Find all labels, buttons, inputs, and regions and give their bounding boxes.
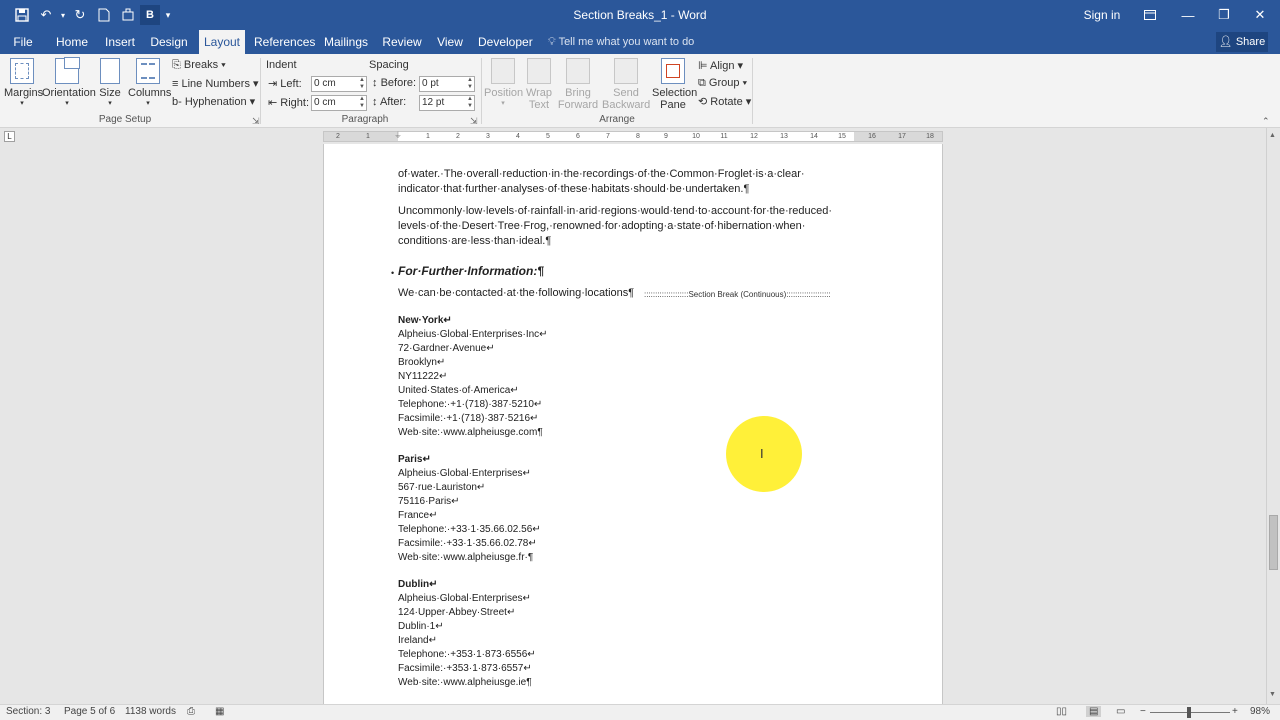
bullet-icon: • bbox=[391, 268, 395, 278]
breaks-label: Breaks bbox=[183, 59, 219, 71]
bring-forward-icon bbox=[566, 58, 590, 84]
spacing-before-value: 0 pt bbox=[422, 78, 439, 89]
collapse-ribbon-icon[interactable]: ⌃ bbox=[1262, 116, 1270, 126]
size-label: Size bbox=[99, 87, 121, 99]
body-line: Uncommonly·low·levels·of·rainfall·in·arid·regions·would·tend·to·account·for·the·reduced· bbox=[398, 205, 833, 217]
indent-marker-icon[interactable]: ⏚ bbox=[394, 131, 402, 140]
share-button[interactable] bbox=[1216, 32, 1268, 52]
page-setup-launcher-icon[interactable]: ⇲ bbox=[252, 116, 260, 126]
horizontal-ruler[interactable] bbox=[323, 131, 943, 142]
orientation-icon bbox=[55, 58, 79, 84]
indent-right-label bbox=[268, 96, 309, 109]
rotate-label: Rotate bbox=[710, 96, 743, 108]
rotate-button[interactable]: ⟲ Rotate ▾ bbox=[698, 96, 752, 108]
tell-me-search[interactable] bbox=[548, 30, 694, 54]
indent-right-input[interactable] bbox=[311, 95, 367, 111]
indent-left-text: Left: bbox=[280, 78, 302, 90]
spinner-arrows-icon[interactable]: ▲ ▼ bbox=[467, 77, 473, 90]
address-line: 72·Gardner·Avenue↵ bbox=[398, 343, 495, 354]
address-line: United·States·of·America↵ bbox=[398, 385, 519, 396]
body-line: levels·of·the·Desert·Tree·Frog,·renowned·for·adopting·a·state·of·hibernation·when· bbox=[398, 220, 806, 232]
indent-right-icon: ⇤ bbox=[268, 97, 281, 109]
spacing-before-label bbox=[372, 77, 416, 89]
ruler-tick: 12 bbox=[750, 133, 758, 140]
cursor-highlight bbox=[726, 416, 802, 492]
address-line: NY11222↵ bbox=[398, 371, 448, 382]
undo-dropdown-icon[interactable]: ▾ bbox=[60, 10, 65, 20]
group-divider bbox=[260, 58, 261, 124]
send-backward-icon bbox=[614, 58, 638, 84]
body-line: indicator·that·further·analyses·of·these·habitats·should·be·undertaken.¶ bbox=[398, 183, 750, 195]
read-mode-icon[interactable]: ▯▯ bbox=[1056, 706, 1068, 717]
send-label-2: Backward bbox=[602, 99, 651, 111]
orientation-button[interactable] bbox=[42, 58, 96, 107]
scroll-thumb[interactable] bbox=[1269, 515, 1278, 570]
tab-selector-icon[interactable]: L bbox=[4, 131, 15, 142]
web-layout-icon[interactable]: ▭ bbox=[1116, 706, 1126, 717]
ruler-tick: 5 bbox=[546, 133, 550, 140]
group-divider bbox=[752, 58, 753, 124]
macro-recording-icon[interactable]: ▦ bbox=[215, 706, 225, 717]
indent-label: Indent bbox=[266, 59, 297, 71]
ruler-tick: 8 bbox=[636, 133, 640, 140]
spacing-after-icon: ↕ bbox=[372, 96, 380, 108]
address-line: 75116·Paris↵ bbox=[398, 496, 460, 507]
address-line: Telephone:·+33·1·35.66.02.56↵ bbox=[398, 524, 541, 535]
ruler-tick: 9 bbox=[664, 133, 668, 140]
spacing-label: Spacing bbox=[369, 59, 409, 71]
scroll-up-icon[interactable]: ▲ bbox=[1269, 132, 1276, 139]
ruler-tick: 2 bbox=[336, 133, 340, 140]
new-document-icon[interactable] bbox=[92, 3, 116, 27]
ruler-tick: 18 bbox=[926, 133, 934, 140]
send-backward-button[interactable] bbox=[602, 58, 650, 111]
line-numbers-icon: ≡ bbox=[172, 78, 182, 90]
vertical-scrollbar[interactable] bbox=[1266, 128, 1280, 704]
spacing-before-icon: ↕ bbox=[372, 77, 381, 89]
tab-layout[interactable]: Layout bbox=[199, 30, 245, 55]
selection-label-1: Selection bbox=[652, 87, 698, 99]
address-line: Alpheius·Global·Enterprises·Inc↵ bbox=[398, 329, 548, 340]
tab-developer[interactable]: Developer bbox=[478, 35, 533, 49]
address-line: Ireland↵ bbox=[398, 635, 437, 646]
bold-button[interactable]: B bbox=[140, 5, 160, 25]
document-page[interactable] bbox=[323, 144, 943, 704]
address-line: Telephone:·+353·1·873·6556↵ bbox=[398, 649, 536, 660]
size-icon bbox=[100, 58, 120, 84]
orientation-label: Orientation bbox=[42, 87, 96, 99]
page-setup-group-label: Page Setup bbox=[98, 114, 152, 125]
spacing-after-text: After: bbox=[379, 96, 407, 108]
bring-forward-button[interactable] bbox=[556, 58, 600, 111]
ribbon-layout bbox=[0, 54, 1280, 128]
ruler-tick: 7 bbox=[606, 133, 610, 140]
rotate-icon: ⟲ bbox=[698, 96, 711, 108]
group-divider bbox=[481, 58, 482, 124]
sign-in-link[interactable]: Sign in bbox=[1083, 8, 1121, 22]
zoom-slider-thumb[interactable] bbox=[1187, 707, 1191, 718]
status-bar bbox=[0, 704, 1280, 720]
address-line: Facsimile:·+1·(718)·387·5216↵ bbox=[398, 413, 539, 424]
tab-home[interactable]: Home bbox=[55, 35, 88, 49]
margins-dropdown-icon: ▾ bbox=[20, 100, 24, 107]
ruler-tick: 6 bbox=[576, 133, 580, 140]
touch-mode-icon[interactable] bbox=[116, 3, 140, 27]
customize-qat-icon[interactable]: ▾ bbox=[165, 9, 171, 20]
tab-insert[interactable]: Insert bbox=[104, 35, 135, 49]
margins-label: Margins bbox=[4, 87, 44, 99]
selection-pane-icon bbox=[661, 58, 685, 84]
ruler-tick: 1 bbox=[426, 133, 430, 140]
indent-right-value: 0 cm bbox=[314, 97, 336, 108]
indent-left-label bbox=[268, 77, 302, 90]
align-button[interactable]: ⊫ Align ▾ bbox=[698, 60, 744, 72]
address-line: Alpheius·Global·Enterprises↵ bbox=[398, 593, 531, 604]
address-line: France↵ bbox=[398, 510, 438, 521]
document-title: Section Breaks_1 - Word bbox=[573, 8, 707, 22]
tab-view[interactable]: View bbox=[437, 35, 463, 49]
line-numbers-button[interactable]: ≡ Line Numbers ▾ bbox=[172, 78, 259, 90]
ruler-tick: 17 bbox=[898, 133, 906, 140]
ruler-tick: 10 bbox=[692, 133, 700, 140]
position-icon bbox=[491, 58, 515, 84]
bring-label-1: Bring bbox=[565, 87, 591, 99]
tab-review[interactable]: Review bbox=[382, 35, 422, 49]
indent-left-input[interactable] bbox=[311, 76, 367, 92]
indent-left-value: 0 cm bbox=[314, 78, 336, 89]
address-line: 567·rue·Lauriston↵ bbox=[398, 482, 486, 493]
spinner-arrows-icon[interactable]: ▲ ▼ bbox=[467, 96, 473, 109]
spacing-after-label bbox=[372, 96, 406, 108]
indent-left-icon: ⇥ bbox=[268, 78, 281, 90]
position-button[interactable] bbox=[484, 58, 522, 107]
lightbulb-icon: 💡︎ bbox=[548, 36, 559, 48]
spacing-before-input[interactable] bbox=[419, 76, 475, 92]
ruler-tick: 3 bbox=[486, 133, 490, 140]
address-line: Dublin·1↵ bbox=[398, 621, 444, 632]
size-dropdown-icon: ▾ bbox=[108, 100, 112, 107]
section-break-marker: ::::::::::::::::::::Section Break (Continuous):::::::::::::::::::: bbox=[644, 290, 831, 299]
address-line: Web·site:·www.alpheiusge.fr·¶ bbox=[398, 552, 534, 563]
ruler-tick: 1 bbox=[366, 133, 370, 140]
ruler-tick: 13 bbox=[780, 133, 788, 140]
spacing-before-text: Before: bbox=[380, 77, 417, 89]
hyphenation-icon: b- bbox=[172, 96, 185, 108]
restore-icon[interactable]: ❐ bbox=[1218, 7, 1230, 22]
group-button[interactable]: ⧉ Group ▾ bbox=[698, 77, 748, 89]
selection-pane-button[interactable] bbox=[652, 58, 698, 111]
wrap-text-button[interactable] bbox=[524, 58, 554, 111]
orientation-dropdown-icon: ▾ bbox=[65, 100, 69, 107]
align-icon: ⊫ bbox=[698, 60, 711, 72]
person-icon: 👤︎ bbox=[1218, 36, 1236, 48]
body-line: of·water.·The·overall·reduction·in·the·recordings·of·the·Common·Froglet·is·a·clear· bbox=[398, 168, 805, 180]
ruler-tick: 15 bbox=[838, 133, 846, 140]
zoom-in-icon[interactable]: + bbox=[1232, 706, 1238, 717]
address-line: Web·site:·www.alpheiusge.com¶ bbox=[398, 427, 543, 438]
position-dropdown-icon: ▾ bbox=[501, 100, 505, 107]
body-line: conditions·are·less·than·ideal.¶ bbox=[398, 235, 552, 247]
ruler-tick: 14 bbox=[810, 133, 818, 140]
zoom-out-icon[interactable]: − bbox=[1140, 706, 1146, 717]
word-count[interactable]: 1138 words bbox=[125, 706, 176, 717]
spacing-after-input[interactable] bbox=[419, 95, 475, 111]
office-name: Dublin↵ bbox=[398, 579, 438, 590]
undo-icon[interactable]: ↶ bbox=[40, 7, 52, 22]
ribbon-tabs bbox=[0, 30, 1280, 54]
save-icon[interactable] bbox=[10, 3, 34, 27]
send-label-1: Send bbox=[613, 87, 639, 99]
minimize-icon[interactable]: — bbox=[1181, 7, 1195, 23]
quick-access-toolbar bbox=[10, 0, 176, 30]
columns-icon bbox=[136, 58, 160, 84]
body-line: We·can·be·contacted·at·the·following·locations¶ bbox=[398, 287, 635, 299]
line-numbers-label: Line Numbers bbox=[181, 78, 250, 90]
tab-file[interactable]: File bbox=[13, 35, 33, 49]
share-label: Share bbox=[1235, 36, 1266, 48]
tab-mailings[interactable]: Mailings bbox=[323, 35, 368, 49]
text-cursor-icon: I bbox=[760, 446, 764, 461]
columns-dropdown-icon: ▾ bbox=[146, 100, 150, 107]
wrap-label-1: Wrap bbox=[525, 87, 553, 99]
wrap-text-icon bbox=[527, 58, 551, 84]
group-icon: ⧉ bbox=[698, 77, 709, 89]
columns-label: Columns bbox=[128, 87, 172, 99]
tab-design[interactable]: Design bbox=[150, 35, 188, 49]
align-label: Align bbox=[710, 60, 735, 72]
address-line: Brooklyn↵ bbox=[398, 357, 446, 368]
group-label: Group bbox=[708, 77, 740, 89]
selection-label-2: Pane bbox=[660, 99, 686, 111]
spinner-arrows-icon[interactable]: ▲ ▼ bbox=[359, 96, 365, 109]
arrange-group-label: Arrange bbox=[599, 114, 635, 125]
ruler-tick: 16 bbox=[868, 133, 876, 140]
section-heading: For·Further·Information:¶ bbox=[398, 264, 544, 278]
indent-right-text: Right: bbox=[280, 97, 310, 109]
scroll-down-icon[interactable]: ▼ bbox=[1269, 691, 1276, 698]
breaks-icon: ⎘ bbox=[172, 59, 184, 71]
bring-label-2: Forward bbox=[557, 99, 599, 111]
address-line: 124·Upper·Abbey·Street↵ bbox=[398, 607, 516, 618]
redo-icon[interactable]: ↻ bbox=[74, 7, 86, 22]
breaks-button[interactable]: ⎘ Breaks ▾ bbox=[172, 59, 226, 71]
address-line: Telephone:·+1·(718)·387·5210↵ bbox=[398, 399, 543, 410]
columns-button[interactable] bbox=[128, 58, 172, 107]
spinner-arrows-icon[interactable]: ▲ ▼ bbox=[359, 77, 365, 90]
position-label: Position bbox=[484, 87, 524, 99]
page-indicator[interactable]: Page 5 of 6 bbox=[64, 706, 116, 717]
ruler-row bbox=[0, 128, 1280, 144]
section-indicator[interactable]: Section: 3 bbox=[6, 706, 51, 717]
office-name: New·York↵ bbox=[398, 315, 452, 326]
ruler-tick: 2 bbox=[456, 133, 460, 140]
tab-references[interactable]: References bbox=[254, 35, 316, 49]
print-layout-icon[interactable]: ▤ bbox=[1086, 706, 1101, 717]
address-line: Facsimile:·+353·1·873·6557↵ bbox=[398, 663, 532, 674]
proofing-icon[interactable]: ⎙ bbox=[187, 706, 195, 717]
tell-me-label: Tell me what you want to do bbox=[558, 36, 695, 48]
ribbon-display-options-icon[interactable] bbox=[1132, 0, 1168, 30]
close-icon[interactable]: ✕ bbox=[1254, 7, 1266, 22]
zoom-level[interactable]: 98% bbox=[1250, 706, 1271, 717]
title-bar bbox=[0, 0, 1280, 30]
ruler-tick: 4 bbox=[516, 133, 520, 140]
size-button[interactable] bbox=[96, 58, 124, 107]
margins-icon bbox=[10, 58, 34, 84]
address-line: Facsimile:·+33·1·35.66.02.78↵ bbox=[398, 538, 537, 549]
hyphenation-button[interactable]: b- Hyphenation ▾ bbox=[172, 96, 256, 108]
wrap-label-2: Text bbox=[528, 99, 550, 111]
address-line: Alpheius·Global·Enterprises↵ bbox=[398, 468, 531, 479]
hyphenation-label: Hyphenation bbox=[184, 96, 247, 108]
address-line: Web·site:·www.alpheiusge.ie¶ bbox=[398, 677, 532, 688]
margins-button[interactable] bbox=[4, 58, 44, 107]
spacing-after-value: 12 pt bbox=[422, 97, 445, 108]
office-name: Paris↵ bbox=[398, 454, 431, 465]
paragraph-launcher-icon[interactable]: ⇲ bbox=[470, 116, 478, 126]
document-area bbox=[0, 144, 1266, 704]
paragraph-group-label: Paragraph bbox=[341, 114, 389, 125]
ruler-tick: 11 bbox=[720, 133, 728, 140]
